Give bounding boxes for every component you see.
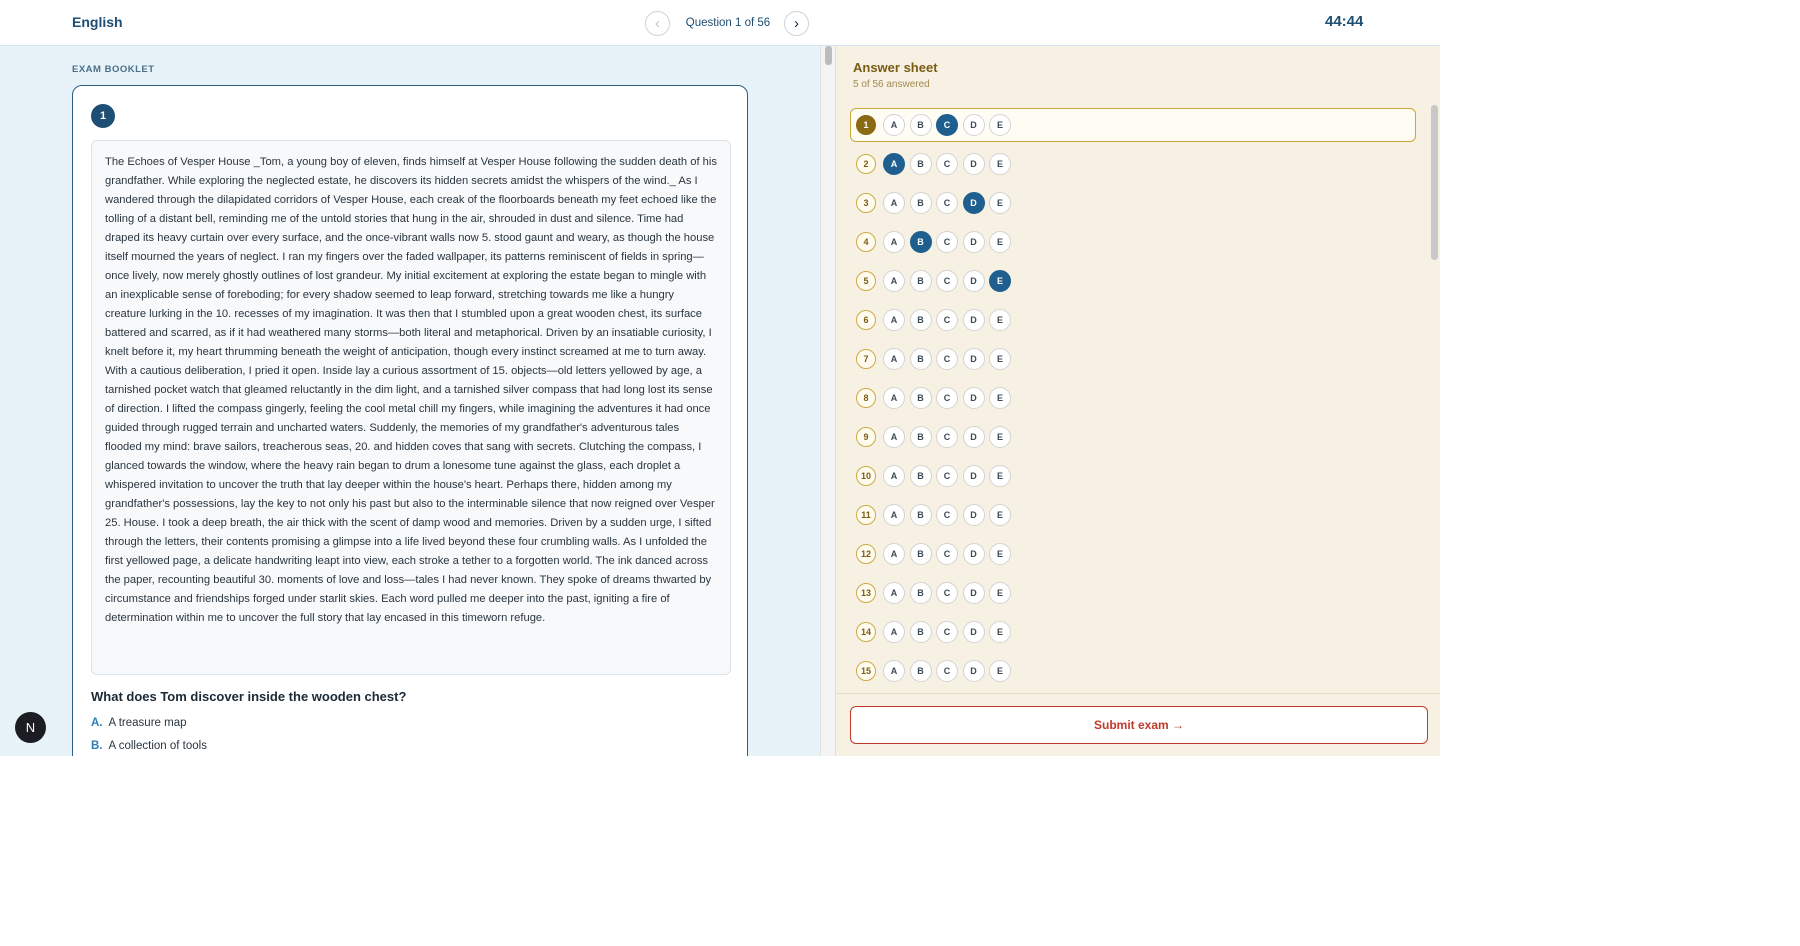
- answer-choice-d[interactable]: D: [963, 270, 985, 292]
- answer-choice-a[interactable]: A: [883, 114, 905, 136]
- answer-choice-a[interactable]: A: [883, 660, 905, 682]
- answer-choice-a[interactable]: A: [883, 192, 905, 214]
- question-number-badge: 1: [91, 104, 115, 128]
- exam-booklet-panel[interactable]: [0, 46, 820, 756]
- question-number-button[interactable]: 11: [856, 505, 876, 525]
- answer-rows[interactable]: [850, 108, 1430, 690]
- answer-choice-e[interactable]: E: [989, 231, 1011, 253]
- answer-choice-d[interactable]: D: [963, 348, 985, 370]
- answer-choice-a[interactable]: A: [883, 465, 905, 487]
- question-text: What does Tom discover inside the wooden chest?: [91, 689, 407, 704]
- subject-title: English: [72, 14, 123, 30]
- answer-row[interactable]: [850, 225, 1416, 259]
- answer-choice-b[interactable]: B: [910, 348, 932, 370]
- answer-choice-b[interactable]: B: [910, 270, 932, 292]
- answer-choice-d[interactable]: D: [963, 192, 985, 214]
- answer-choice-b[interactable]: B: [910, 660, 932, 682]
- answer-choice-a[interactable]: A: [883, 504, 905, 526]
- answer-choice-e[interactable]: E: [989, 387, 1011, 409]
- answer-choice-c[interactable]: C: [936, 465, 958, 487]
- answer-choice-d[interactable]: D: [963, 231, 985, 253]
- question-number-button[interactable]: 2: [856, 154, 876, 174]
- answer-row[interactable]: [850, 576, 1416, 610]
- answer-choice-a[interactable]: A: [883, 621, 905, 643]
- answer-choice-e[interactable]: E: [989, 153, 1011, 175]
- answer-choice-d[interactable]: D: [963, 621, 985, 643]
- question-navigator: [645, 10, 809, 36]
- answer-choice-c[interactable]: C: [936, 231, 958, 253]
- top-bar: [0, 0, 1440, 46]
- question-number-button[interactable]: 5: [856, 271, 876, 291]
- answer-choice-d[interactable]: D: [963, 387, 985, 409]
- answer-choice-c[interactable]: C: [936, 426, 958, 448]
- chevron-left-icon: ‹: [655, 14, 660, 32]
- question-number-button[interactable]: 13: [856, 583, 876, 603]
- answer-choice-b[interactable]: B: [910, 543, 932, 565]
- prev-question-button[interactable]: [645, 11, 670, 36]
- answer-row[interactable]: [850, 537, 1416, 571]
- answer-choice-c[interactable]: C: [936, 270, 958, 292]
- answer-choice-b[interactable]: B: [910, 621, 932, 643]
- answer-sheet-scrollbar-thumb[interactable]: [1431, 105, 1438, 260]
- answer-choice-c[interactable]: C: [936, 153, 958, 175]
- user-avatar[interactable]: N: [15, 712, 46, 743]
- chevron-right-icon: ›: [794, 14, 799, 32]
- answer-choice-d[interactable]: D: [963, 114, 985, 136]
- answer-row[interactable]: [850, 147, 1416, 181]
- answer-choice-c[interactable]: C: [936, 348, 958, 370]
- answer-choice-b[interactable]: B: [910, 426, 932, 448]
- answer-sheet-title: Answer sheet: [853, 60, 938, 75]
- answer-choice-d[interactable]: D: [963, 426, 985, 448]
- answer-sheet-scrollbar[interactable]: [1429, 105, 1440, 693]
- answer-choice-e[interactable]: E: [989, 309, 1011, 331]
- answer-choice-a[interactable]: A: [883, 231, 905, 253]
- answer-choice-d[interactable]: D: [963, 660, 985, 682]
- answer-choice-e[interactable]: E: [989, 192, 1011, 214]
- answer-choice-c[interactable]: C: [936, 660, 958, 682]
- question-counter: Question 1 of 56: [685, 17, 771, 29]
- question-number-button[interactable]: 4: [856, 232, 876, 252]
- booklet-label: EXAM BOOKLET: [72, 64, 155, 75]
- question-number-button[interactable]: 10: [856, 466, 876, 486]
- answer-choice-a[interactable]: A: [883, 270, 905, 292]
- answer-choice-c[interactable]: C: [936, 192, 958, 214]
- option-text: A collection of tools: [108, 740, 207, 752]
- question-number-button[interactable]: 9: [856, 427, 876, 447]
- answer-choice-c[interactable]: C: [936, 543, 958, 565]
- answer-row[interactable]: [850, 615, 1416, 649]
- reading-passage: The Echoes of Vesper House _Tom, a young boy of eleven, finds himself at Vesper House following the sudden death of his grandfather. While exploring the neglected estate, he discovers its hidden secrets amidst the whispers of the wind._ As I wandered through the dilapidated corridors of Vesper House, each creak of the floorboards beneath my feet echoed like the tolling of a distant bell, reminding me of the untold stories that hung in the air, shrouded in dust and silence. Time had draped its heavy curtain over every surface, and the once-vibrant walls now 5. stood gaunt and weary, as though the house itself mourned the years of neglect. I ran my fingers over the faded wallpaper, its patterns reminiscent of fields in spring—once lively, now merely ghostly outlines of lost grandeur. My initial excitement at exploring the estate began to mingle with an inexplicable sense of foreboding; for every shadow seemed to leap forward, stretching towards me like a hungry creature lurking in the 10. recesses of my imagination. It was then that I stumbled upon a great wooden chest, its surface battered and scarred, as if it had weathered many storms—both literal and metaphorical. Driven by an insatiable curiosity, I knelt before it, my heart thrumming beneath the weight of anticipation, though every instinct screamed at me to turn away. With a cautious deliberation, I pried it open. Inside lay a curious assortment of 15. objects—old letters yellowed by age, a tarnished pocket watch that gleamed reluctantly in the dim light, and a tarnished silver compass that had long lost its sense of direction. I lifted the compass gingerly, feeling the cool metal chill my fingers, while imagining the adventures it had once guided through rugged terrain and uncharted waters. Suddenly, the memories of my grandfather's adventurous tales flooded my mind: brave sailors, treacherous seas, 20. and hidden coves that sang with secrets. Clutching the compass, I glanced towards the window, where the heavy rain began to drum a lonesome tune against the glass, each droplet a whispered invitation to uncover the truth that lay deeper within the house's heart. Perhaps there, hidden among my grandfather's possessions, lay the key to not only his past but also to the interminable silence that now reigned over Vesper 25. House. I took a deep breath, the air thick with the scent of damp wood and memories. Driven by a sudden urge, I sifted through the letters, their contents promising a glimpse into a life lived beyond these four crumbling walls. As I unfolded the first yellowed page, a delicate handwriting leapt into view, each stroke a tether to a forgotten world. The ink danced across the paper, recounting beautiful 30. moments of love and loss—tales I had never known. They spoke of dreams thwarted by circumstance and friendships forged under starlit skies. Each word pulled me deeper into the past, igniting a fire of determination within me to uncover the full story that lay encased in this timeworn refuge.: [91, 140, 731, 675]
- question-number-button[interactable]: 14: [856, 622, 876, 642]
- answer-choice-c[interactable]: C: [936, 504, 958, 526]
- answer-choice-c[interactable]: C: [936, 114, 958, 136]
- question-number-button[interactable]: 12: [856, 544, 876, 564]
- answer-choice-c[interactable]: C: [936, 582, 958, 604]
- answer-choice-a[interactable]: A: [883, 426, 905, 448]
- answer-row[interactable]: [850, 381, 1416, 415]
- next-question-button[interactable]: [784, 11, 809, 36]
- answer-choice-a[interactable]: A: [883, 153, 905, 175]
- answer-choice-d[interactable]: D: [963, 153, 985, 175]
- exam-timer: 44:44: [1325, 13, 1364, 30]
- booklet-scrollbar[interactable]: [820, 46, 835, 756]
- answer-choice-e[interactable]: E: [989, 114, 1011, 136]
- answer-choice-e[interactable]: E: [989, 504, 1011, 526]
- answer-choice-e[interactable]: E: [989, 582, 1011, 604]
- answer-choice-e[interactable]: E: [989, 621, 1011, 643]
- answer-choice-d[interactable]: D: [963, 465, 985, 487]
- answer-choice-a[interactable]: A: [883, 582, 905, 604]
- option-text: A treasure map: [108, 717, 187, 729]
- question-number-button[interactable]: 3: [856, 193, 876, 213]
- answer-choice-a[interactable]: A: [883, 309, 905, 331]
- answer-choice-d[interactable]: D: [963, 543, 985, 565]
- answer-choice-b[interactable]: B: [910, 582, 932, 604]
- answer-choice-c[interactable]: C: [936, 387, 958, 409]
- answer-choice-d[interactable]: D: [963, 309, 985, 331]
- answer-choice-b[interactable]: B: [910, 153, 932, 175]
- answer-choice-b[interactable]: B: [910, 192, 932, 214]
- question-number-button[interactable]: 6: [856, 310, 876, 330]
- answer-row[interactable]: [850, 420, 1416, 454]
- answer-choice-e[interactable]: E: [989, 426, 1011, 448]
- answer-row[interactable]: [850, 186, 1416, 220]
- answered-count: 5 of 56 answered: [853, 79, 930, 90]
- answer-choice-a[interactable]: A: [883, 543, 905, 565]
- answer-row[interactable]: [850, 264, 1416, 298]
- submit-exam-button[interactable]: Submit exam →: [850, 706, 1428, 744]
- answer-row[interactable]: [850, 342, 1416, 376]
- answer-row[interactable]: [850, 498, 1416, 532]
- answer-row[interactable]: [850, 654, 1416, 688]
- answer-option-b[interactable]: [91, 740, 207, 752]
- answer-sheet-panel: [835, 46, 1440, 756]
- answer-choice-e[interactable]: E: [989, 270, 1011, 292]
- answer-choice-e[interactable]: E: [989, 465, 1011, 487]
- answer-row[interactable]: [850, 459, 1416, 493]
- question-number-button[interactable]: 8: [856, 388, 876, 408]
- answer-choice-d[interactable]: D: [963, 582, 985, 604]
- answer-choice-b[interactable]: B: [910, 114, 932, 136]
- option-letter: B.: [91, 740, 103, 752]
- answer-option-a[interactable]: [91, 717, 186, 729]
- answer-row[interactable]: [850, 303, 1416, 337]
- question-card: [72, 85, 748, 756]
- answer-choice-b[interactable]: B: [910, 309, 932, 331]
- answer-choice-b[interactable]: B: [910, 465, 932, 487]
- answer-choice-d[interactable]: D: [963, 504, 985, 526]
- answer-choice-b[interactable]: B: [910, 231, 932, 253]
- answer-choice-e[interactable]: E: [989, 543, 1011, 565]
- submit-area: [836, 693, 1440, 756]
- answer-choice-b[interactable]: B: [910, 387, 932, 409]
- answer-choice-c[interactable]: C: [936, 621, 958, 643]
- question-number-button[interactable]: 1: [856, 115, 876, 135]
- question-number-button[interactable]: 7: [856, 349, 876, 369]
- answer-choice-b[interactable]: B: [910, 504, 932, 526]
- question-number-button[interactable]: 15: [856, 661, 876, 681]
- answer-choice-e[interactable]: E: [989, 348, 1011, 370]
- booklet-scrollbar-thumb[interactable]: [825, 46, 832, 65]
- answer-row[interactable]: [850, 108, 1416, 142]
- option-letter: A.: [91, 717, 103, 729]
- answer-choice-a[interactable]: A: [883, 348, 905, 370]
- answer-choice-e[interactable]: E: [989, 660, 1011, 682]
- answer-choice-c[interactable]: C: [936, 309, 958, 331]
- answer-choice-a[interactable]: A: [883, 387, 905, 409]
